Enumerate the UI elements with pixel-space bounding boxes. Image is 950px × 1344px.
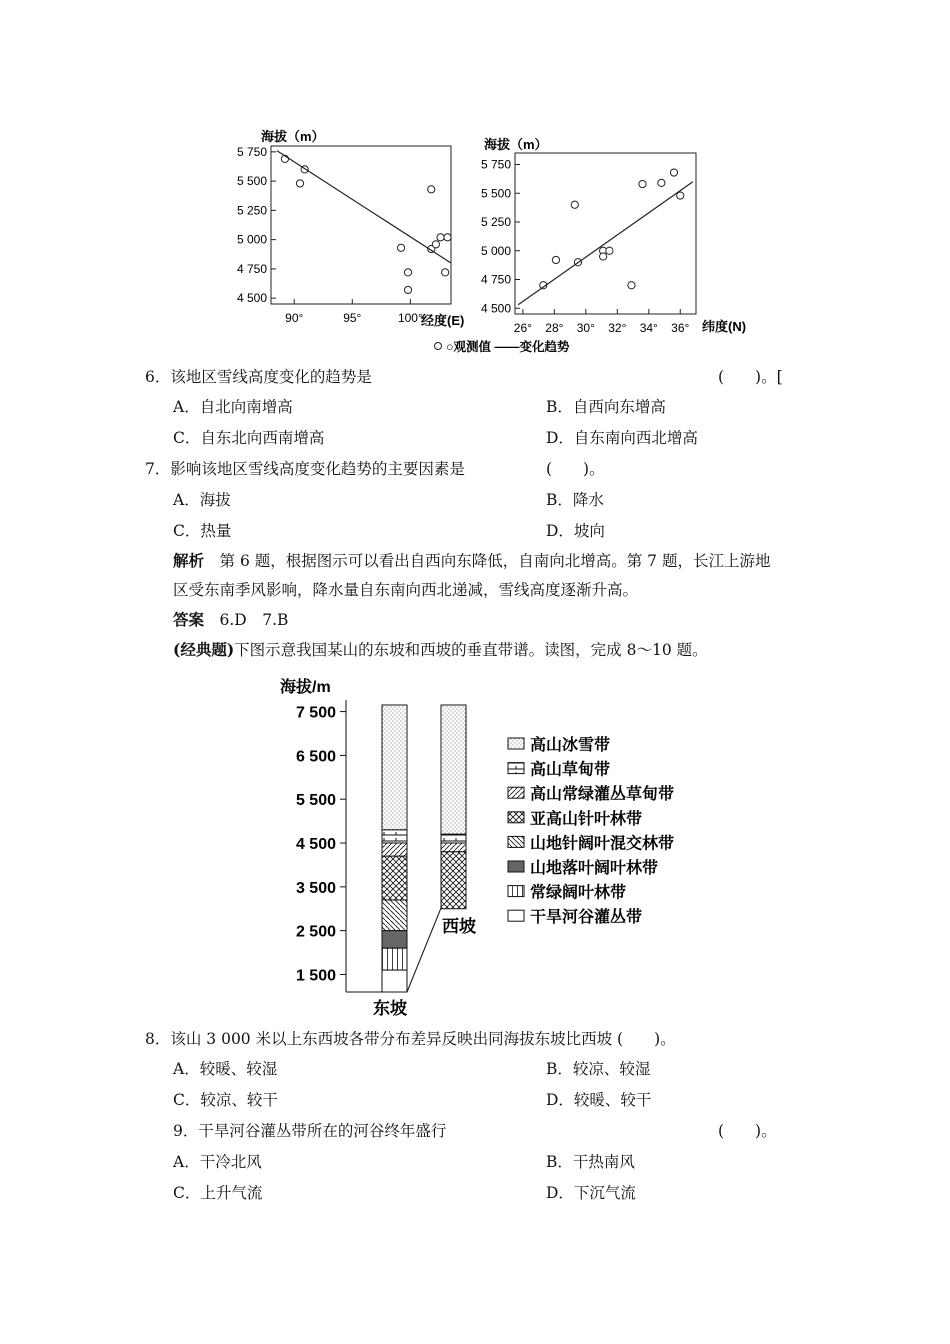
c1-xtick-label: 90° [285, 311, 304, 325]
question-6-paren: ( )。[ [718, 368, 783, 386]
c2-ytick-label: 5 250 [480, 215, 511, 229]
answer-text: 6.D 7.B [204, 611, 289, 629]
legend-label: 山地针阔叶混交林带 [530, 835, 675, 853]
chart2-ylabel: 海拔（m） [484, 137, 548, 152]
legend-swatch [508, 861, 524, 872]
chart1-ylabel: 海拔（m） [261, 129, 325, 144]
c2-ytick-label: 4 500 [480, 301, 511, 316]
c2-xtick-label: 32° [608, 321, 627, 335]
fig3-ytick-label: 4 500 [295, 836, 336, 854]
q6-option-c: C．自东北向西南增高 [173, 429, 325, 447]
analysis-text-2: 区受东南季风影响，降水量自东南向西北递减，雪线高度逐渐升高。 [173, 581, 639, 599]
answer-line [173, 610, 288, 630]
legend-observed-marker [435, 343, 442, 350]
c2-data-point [552, 256, 559, 263]
c1-ytick-label: 5 250 [236, 203, 267, 218]
legend-label: 高山冰雪带 [530, 737, 611, 754]
c1-data-point [442, 269, 449, 276]
chart2-xlabel: 纬度(N) [702, 319, 747, 334]
q9-option-b: B．干热南风 [546, 1153, 635, 1171]
question-8-stem: 8．该山 3 000 米以上东西坡各带分布差异反映出同海拔东坡比西坡 ( )。 [145, 1030, 676, 1048]
west-zone-band [441, 705, 466, 834]
c2-data-point [628, 282, 635, 289]
legend-text: ○观测值 ——变化趋势 [446, 340, 570, 354]
q8-option-a: A．较暖、较湿 [173, 1060, 278, 1078]
c1-ytick-label: 5 750 [236, 144, 267, 159]
fig3-ytick-label: 6 500 [295, 748, 336, 766]
vertical-zonation-figure [270, 670, 720, 1022]
legend-label: 亚高山针叶林带 [530, 810, 643, 828]
chart1-frame [271, 146, 451, 304]
c2-ytick-label: 5 750 [480, 157, 511, 172]
legend-swatch [508, 763, 524, 774]
chart1-xlabel: 经度(E) [421, 313, 465, 328]
intro-text: 下图示意我国某山的东坡和西坡的垂直带谱。读图，完成 8～10 题。 [234, 641, 708, 659]
east-zone-band [382, 705, 407, 830]
west-zone-band [441, 852, 466, 909]
chart2-trend-line [518, 182, 693, 305]
fig3-ytick-label: 7 500 [295, 704, 336, 722]
q7-option-d: D．坡向 [546, 522, 605, 540]
c2-data-point [571, 201, 578, 208]
question-7-stem: 7．影响该地区雪线高度变化趋势的主要因素是 [145, 460, 465, 478]
chart2-frame [515, 153, 696, 314]
c2-ytick-label: 5 000 [480, 243, 511, 258]
fig3-ytick-label: 5 500 [295, 792, 336, 810]
c1-data-point [404, 286, 411, 293]
fig3-ylabel: 海拔/m [280, 679, 331, 696]
question-7-paren: ( )。 [546, 460, 605, 478]
q9-option-c: C．上升气流 [173, 1184, 263, 1202]
c1-ytick-label: 4 500 [236, 291, 267, 306]
east-zone-band [382, 900, 407, 931]
chart1-trend-line [277, 151, 451, 263]
latitude-scatter-chart [470, 128, 760, 360]
legend-swatch [508, 910, 524, 921]
intro-label: (经典题) [173, 640, 235, 659]
c1-data-point [444, 234, 451, 241]
legend-swatch [508, 812, 524, 823]
west-slope-label: 西坡 [442, 917, 476, 936]
question-9-stem: 9．干旱河谷灌丛带所在的河谷终年盛行 [173, 1122, 447, 1140]
c1-data-point [432, 241, 439, 248]
q9-option-a: A．干冷北风 [173, 1153, 262, 1171]
c1-xtick-label: 100° [397, 311, 423, 325]
c2-xtick-label: 28° [545, 321, 564, 335]
analysis-text-1: 第 6 题，根据图示可以看出自西向东降低，自南向北增高。第 7 题，长江上游地 [204, 552, 771, 570]
east-zone-band [382, 830, 407, 843]
intro-line [173, 640, 708, 660]
fig3-ytick-label: 2 500 [295, 923, 336, 941]
legend-swatch [508, 836, 524, 847]
c1-ytick-label: 5 500 [236, 174, 267, 189]
c2-data-point [600, 253, 607, 260]
c2-xtick-label: 34° [639, 321, 658, 335]
c1-ytick-label: 5 000 [236, 232, 267, 247]
question-6-stem: 6．该地区雪线高度变化的趋势是 [145, 368, 372, 386]
q8-option-d: D．较暖、较干 [546, 1091, 652, 1109]
analysis-line-1 [173, 551, 770, 571]
legend-label: 高山草甸带 [530, 761, 611, 779]
c2-data-point [670, 169, 677, 176]
q7-option-b: B．降水 [546, 491, 604, 509]
c1-data-point [397, 244, 404, 251]
c1-data-point [296, 180, 303, 187]
c1-ytick-label: 4 750 [236, 261, 267, 276]
q9-option-d: D．下沉气流 [546, 1184, 636, 1202]
legend-label: 高山常绿灌丛草甸带 [530, 786, 675, 804]
c2-ytick-label: 5 500 [480, 186, 511, 201]
c2-data-point [606, 247, 613, 254]
c2-data-point [658, 179, 665, 186]
c2-xtick-label: 30° [576, 321, 595, 335]
analysis-label: 解析 [173, 551, 205, 570]
fig3-ytick-label: 3 500 [295, 879, 336, 897]
east-zone-band [382, 970, 407, 992]
west-zone-band [441, 834, 466, 843]
c2-data-point [639, 180, 646, 187]
east-zone-band [382, 856, 407, 900]
west-zone-band [441, 843, 466, 852]
c1-data-point [404, 269, 411, 276]
east-zone-band [382, 843, 407, 856]
legend-swatch [508, 886, 524, 897]
c2-xtick-label: 36° [671, 321, 690, 335]
east-zone-band [382, 948, 407, 970]
west-connector-line [407, 908, 441, 992]
q7-option-c: C．热量 [173, 522, 232, 540]
east-zone-band [382, 931, 407, 949]
q6-option-d: D．自东南向西北增高 [546, 429, 698, 447]
q6-option-a: A．自北向南增高 [173, 398, 293, 416]
q8-option-b: B．较凉、较湿 [546, 1060, 651, 1078]
c1-data-point [428, 186, 435, 193]
q6-option-b: B．自西向东增高 [546, 398, 666, 416]
c2-ytick-label: 4 750 [480, 272, 511, 287]
legend-label: 山地落叶阔叶林带 [530, 860, 659, 877]
c1-data-point [437, 234, 444, 241]
chart-legend [430, 336, 630, 358]
fig3-ytick-label: 1 500 [295, 967, 336, 985]
legend-swatch [508, 738, 524, 749]
c1-xtick-label: 95° [343, 311, 362, 325]
east-slope-label: 东坡 [373, 999, 407, 1018]
legend-swatch [508, 787, 524, 798]
longitude-scatter-chart [225, 120, 465, 335]
legend-label: 干旱河谷灌丛带 [530, 909, 643, 927]
c2-xtick-label: 26° [513, 321, 532, 335]
answer-label: 答案 [173, 610, 205, 629]
question-9-paren: ( )。 [718, 1122, 777, 1140]
q8-option-c: C．较凉、较干 [173, 1091, 278, 1109]
q7-option-a: A．海拔 [173, 491, 231, 509]
legend-label: 常绿阔叶林带 [530, 884, 627, 902]
